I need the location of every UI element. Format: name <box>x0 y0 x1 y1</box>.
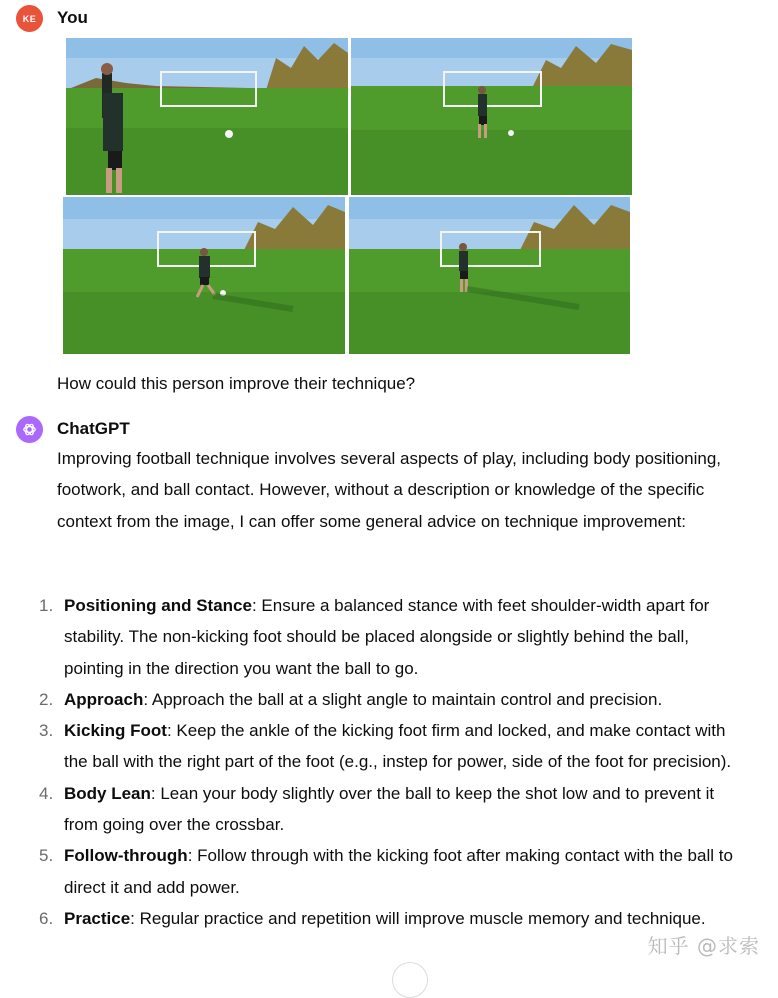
list-number: 4. <box>39 783 54 803</box>
attached-photo-2[interactable] <box>351 38 632 195</box>
list-number: 1. <box>39 596 54 615</box>
assistant-name: ChatGPT <box>57 419 130 438</box>
list-item-title: Kicking Foot <box>64 721 167 741</box>
list-item <box>0 684 778 715</box>
list-item-text: : Approach the ball at a slight angle to maintain control and precision. <box>143 689 663 709</box>
list-item-title: Approach <box>64 689 144 709</box>
list-item <box>0 715 778 778</box>
list-item-text: : Lean your body slightly over the ball to keep the shot low and to prevent it from going over the crossbar. <box>64 783 715 835</box>
list-item <box>0 590 778 684</box>
chatgpt-logo-icon <box>16 416 43 443</box>
attached-photo-1[interactable] <box>66 38 348 195</box>
list-number: 5. <box>39 846 54 866</box>
list-item <box>0 840 778 903</box>
advice-list <box>0 590 778 934</box>
list-number: 3. <box>39 721 54 741</box>
list-number: 2. <box>39 689 54 709</box>
user-prompt: How could this person improve their technique? <box>57 374 416 393</box>
list-number: 6. <box>39 908 54 928</box>
openai-knot-icon <box>21 421 38 438</box>
list-item-text: : Ensure a balanced stance with feet shoulder-width apart for stability. The non-kicking foot should be placed alongside or slightly behind the ball, pointing in the direction you want the ball to go. <box>64 596 710 678</box>
attached-photo-3[interactable] <box>63 197 345 354</box>
scroll-down-button[interactable] <box>392 962 428 998</box>
watermark: 知乎 @求索 <box>647 934 760 958</box>
attached-photo-4[interactable] <box>349 197 630 354</box>
user-name: You <box>57 8 88 27</box>
list-item-text: : Follow through with the kicking foot after making contact with the ball to direct it and add power. <box>64 846 733 897</box>
list-item-title: Positioning and Stance <box>64 596 252 615</box>
list-item-text: : Regular practice and repetition will improve muscle memory and technique. <box>130 908 706 928</box>
list-item-title: Practice <box>64 908 131 928</box>
list-item-title: Follow-through <box>64 846 188 866</box>
assistant-intro: Improving football technique involves several aspects of play, including body positioning, footwork, and ball contact. However, without a description or knowledge of the specific context from the image, I can offer some general advice on technique improvement: <box>57 449 722 531</box>
list-item-text: : Keep the ankle of the kicking foot firm and locked, and make contact with the ball with the right part of the foot (e.g., instep for power, side of the foot for precision). <box>64 721 732 772</box>
list-item-title: Body Lean <box>64 783 151 803</box>
list-item <box>0 778 778 841</box>
user-avatar: KE <box>16 5 43 32</box>
